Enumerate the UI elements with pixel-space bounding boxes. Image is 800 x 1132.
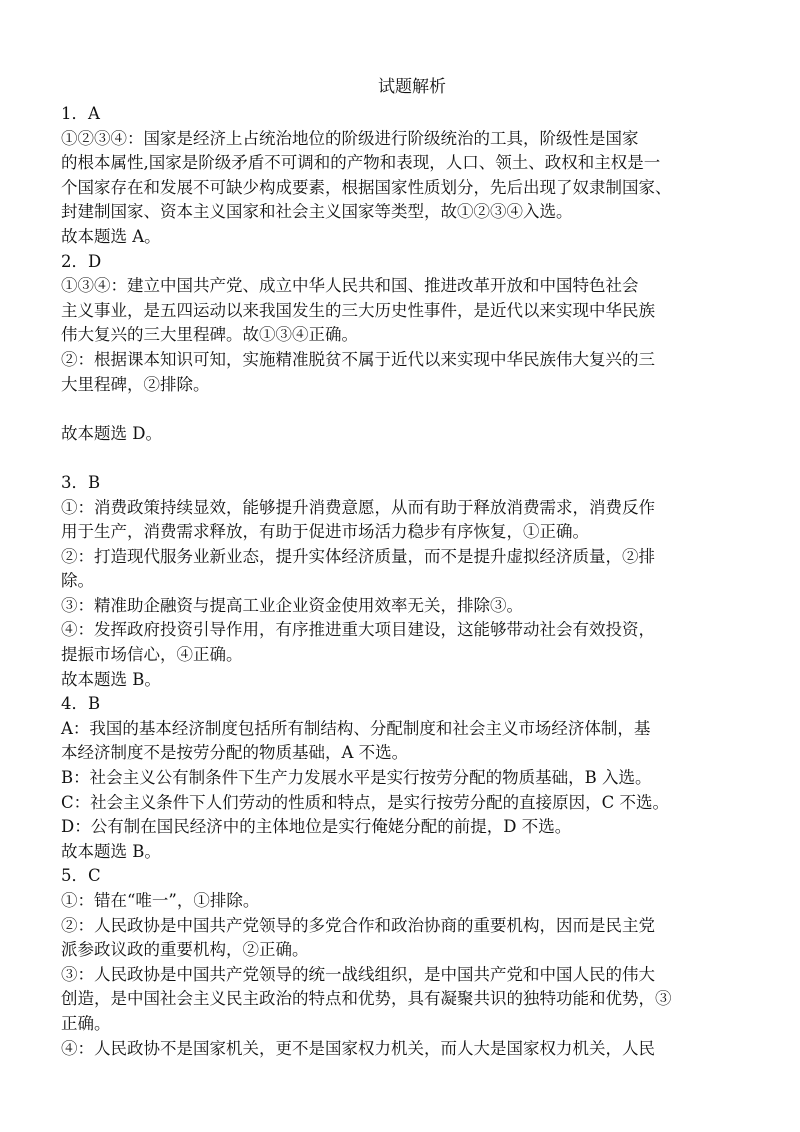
analysis-text-line: 的根本属性,国家是阶级矛盾不可调和的产物和表现，人口、领土、政权和主权是一 <box>61 153 661 173</box>
analysis-text-line: ④：人民政协不是国家机关，更不是国家权力机关，而人大是国家权力机关，人民 <box>61 1038 655 1058</box>
analysis-text-line: ②：打造现代服务业新业态，提升实体经济质量，而不是提升虚拟经济质量，②排 <box>61 546 655 566</box>
conclusion-line: 故本题选 A。 <box>61 226 161 246</box>
question-answer-heading: 3．B <box>61 472 101 492</box>
conclusion-line: 故本题选 B。 <box>61 669 161 689</box>
analysis-body <box>61 102 751 1061</box>
blank-line <box>61 446 751 471</box>
question-answer-heading: 2．D <box>61 251 102 271</box>
conclusion-line: 故本题选 D。 <box>61 423 162 443</box>
analysis-text-line: ①②③④：国家是经济上占统治地位的阶级进行阶级统治的工具，阶级性是国家 <box>61 128 639 148</box>
analysis-text-line: 封建制国家、资本主义国家和社会主义国家等类型，故①②③④入选。 <box>61 202 573 222</box>
analysis-text-line: ②：根据课本知识可知，实施精准脱贫不属于近代以来实现中华民族伟大复兴的三 <box>61 349 655 369</box>
analysis-text-line: A：我国的基本经济制度包括所有制结构、分配制度和社会主义市场经济体制，基 <box>61 718 651 738</box>
analysis-text-line: 创造，是中国社会主义民主政治的特点和优势，具有凝聚共识的独特功能和优势，③ <box>61 989 672 1009</box>
question-answer-heading: 1．A <box>61 104 100 123</box>
analysis-text-line: 大里程碑，②排除。 <box>61 374 210 394</box>
analysis-text-line: 提振市场信心，④正确。 <box>61 645 243 665</box>
analysis-text-line: 用于生产，消费需求释放，有助于促进市场活力稳步有序恢复，①正确。 <box>61 522 589 542</box>
analysis-text-line: ①：错在“唯一”，①排除。 <box>61 891 260 910</box>
analysis-text-line: C：社会主义条件下人们劳动的性质和特点，是实行按劳分配的直接原因，C 不选。 <box>61 792 669 812</box>
analysis-text-line: ④：发挥政府投资引导作用，有序推进重大项目建设，这能够带动社会有效投资， <box>61 620 655 640</box>
question-answer-heading: 5．C <box>61 866 101 886</box>
answer-analysis-page <box>61 74 751 1061</box>
page-title: 试题解析 <box>378 77 446 97</box>
analysis-text-line: ③：人民政协是中国共产党领导的统一战线组织，是中国共产党和中国人民的伟大 <box>61 964 655 984</box>
blank-line <box>61 397 751 422</box>
analysis-text-line: 正确。 <box>61 1013 111 1033</box>
analysis-text-line: 伟大复兴的三大里程碑。故①③④正确。 <box>61 325 358 345</box>
analysis-text-line: ②：人民政协是中国共产党领导的多党合作和政治协商的重要机构，因而是民主党 <box>61 915 655 935</box>
analysis-text-line: D：公有制在国民经济中的主体地位是实行俺姥分配的前提，D 不选。 <box>61 817 572 837</box>
analysis-text-line: ①③④：建立中国共产党、成立中华人民共和国、推进改革开放和中国特色社会 <box>61 276 639 296</box>
analysis-text-line: 除。 <box>61 571 94 591</box>
analysis-text-line: ①：消费政策持续显效，能够提升消费意愿，从而有助于释放消费需求，消费反作 <box>61 497 655 517</box>
analysis-text-line: 本经济制度不是按劳分配的物质基础，A 不选。 <box>61 743 409 763</box>
conclusion-line: 故本题选 B。 <box>61 841 161 861</box>
analysis-text-line: B：社会主义公有制条件下生产力发展水平是实行按劳分配的物质基础，B 入选。 <box>61 768 652 788</box>
analysis-text-line: 个国家存在和发展不可缺少构成要素，根据国家性质划分，先后出现了奴隶制国家、 <box>61 177 672 197</box>
question-answer-heading: 4．B <box>61 694 101 714</box>
analysis-text-line: ③：精准助企融资与提高工业企业资金使用效率无关，排除③。 <box>61 595 523 615</box>
analysis-text-line: 派参政议政的重要机构，②正确。 <box>61 940 309 960</box>
analysis-text-line: 主义事业，是五四运动以来我国发生的三大历史性事件，是近代以来实现中华民族 <box>61 300 655 320</box>
